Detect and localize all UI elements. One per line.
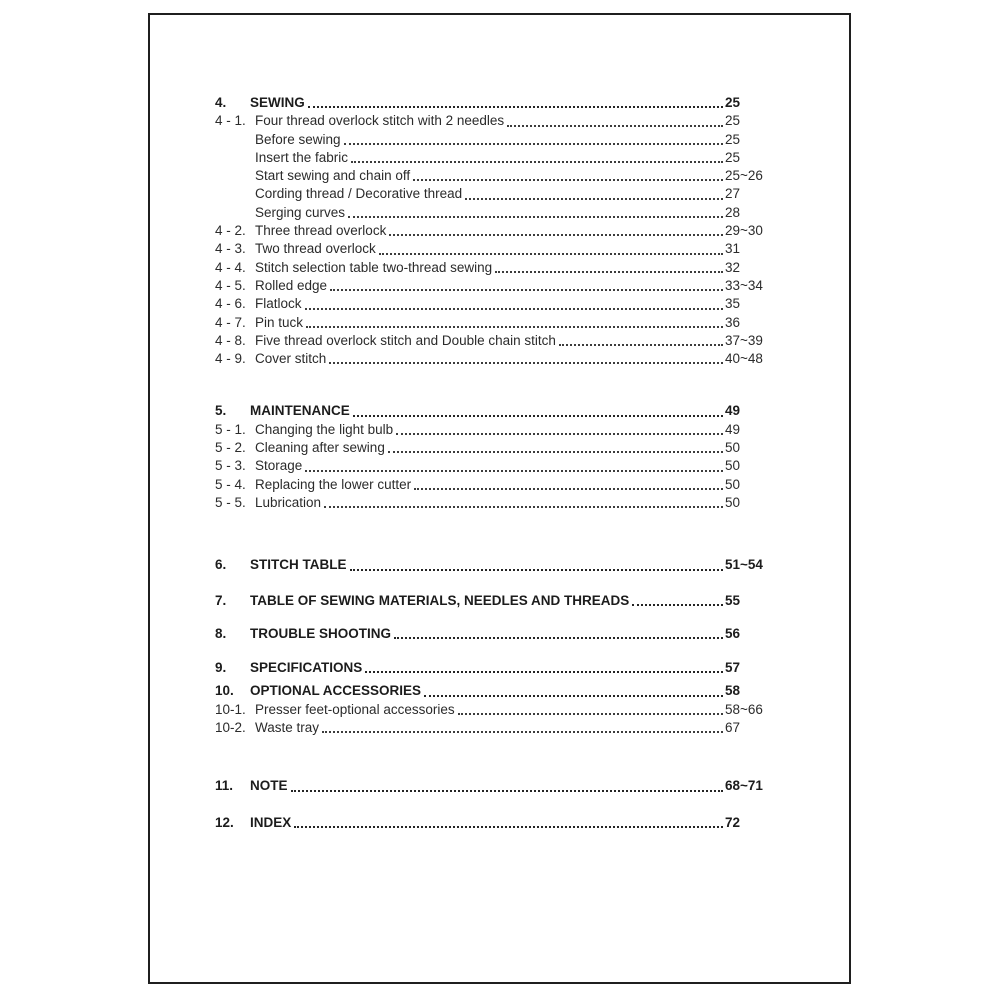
dot-leader bbox=[379, 253, 723, 255]
toc-entry-title: Cording thread / Decorative thread bbox=[255, 186, 463, 202]
dot-leader bbox=[458, 713, 723, 715]
toc-entry-number: 4 - 5. bbox=[215, 277, 246, 293]
toc-entry-title: Replacing the lower cutter bbox=[255, 476, 412, 492]
dot-leader bbox=[308, 106, 723, 108]
toc-section bbox=[215, 777, 779, 795]
toc-entry-page: 55 bbox=[725, 592, 741, 608]
toc-entry-number: 5 - 2. bbox=[215, 440, 246, 456]
toc-entry bbox=[215, 167, 779, 185]
toc-entry-page: 50 bbox=[725, 458, 741, 474]
toc-entry-title: INDEX bbox=[250, 814, 292, 830]
toc-section bbox=[215, 556, 779, 574]
dot-leader bbox=[305, 470, 723, 472]
toc-entry bbox=[215, 94, 779, 112]
dot-leader bbox=[559, 344, 723, 346]
dot-leader bbox=[424, 695, 723, 697]
toc-entry-title: SPECIFICATIONS bbox=[250, 660, 363, 676]
dot-leader bbox=[344, 143, 723, 145]
dot-leader bbox=[413, 179, 723, 181]
toc-entry-number: 5 - 3. bbox=[215, 458, 246, 474]
toc-entry bbox=[215, 682, 779, 700]
toc-entry-number: 5 - 4. bbox=[215, 476, 246, 492]
toc-entry bbox=[215, 402, 779, 420]
toc-entry-number: 4. bbox=[215, 95, 227, 110]
toc-entry bbox=[215, 131, 779, 149]
dot-leader bbox=[353, 415, 723, 417]
toc-entry-number: 4 - 4. bbox=[215, 259, 246, 275]
toc-entry-page: 37~39 bbox=[725, 332, 763, 348]
toc-entry bbox=[215, 314, 779, 332]
toc-entry-page: 58~66 bbox=[725, 701, 763, 717]
dot-leader bbox=[507, 125, 723, 127]
toc-entry-number: 4 - 9. bbox=[215, 351, 246, 367]
toc-entry-number: 10. bbox=[215, 683, 234, 699]
toc-entry bbox=[215, 185, 779, 203]
toc-entry bbox=[215, 112, 779, 130]
toc-entry-number: 4 - 8. bbox=[215, 332, 246, 348]
dot-leader bbox=[465, 198, 723, 200]
toc-entry-number: 11. bbox=[215, 778, 234, 794]
toc-entry-title: Presser feet-optional accessories bbox=[255, 701, 455, 717]
dot-leader bbox=[324, 506, 723, 508]
toc-entry-title: Stitch selection table two-thread sewing bbox=[255, 259, 493, 275]
toc-entry-title: Cover stitch bbox=[255, 351, 327, 367]
toc-entry-title: TROUBLE SHOOTING bbox=[250, 625, 391, 641]
toc-entry-number: 4 - 6. bbox=[215, 296, 246, 312]
toc-entry-page: 31 bbox=[725, 241, 741, 257]
table-of-contents bbox=[215, 94, 779, 832]
toc-entry-page: 36 bbox=[725, 314, 741, 330]
toc-entry-title: Four thread overlock stitch with 2 needles bbox=[255, 113, 505, 129]
toc-entry-title: Pin tuck bbox=[255, 314, 304, 330]
toc-entry-page: 25 bbox=[725, 113, 741, 129]
toc-entry-number: 10-2. bbox=[215, 720, 246, 736]
toc-entry-number: 8. bbox=[215, 625, 227, 641]
dot-leader bbox=[329, 362, 723, 364]
dot-leader bbox=[350, 569, 724, 571]
toc-entry-title: Changing the light bulb bbox=[255, 421, 394, 437]
toc-entry-page: 27 bbox=[725, 186, 741, 202]
toc-entry-title: Cleaning after sewing bbox=[255, 440, 385, 456]
toc-entry bbox=[215, 204, 779, 222]
toc-entry-number: 4 - 3. bbox=[215, 241, 246, 257]
toc-entry bbox=[215, 719, 779, 737]
toc-entry bbox=[215, 350, 779, 368]
toc-entry-title: Start sewing and chain off bbox=[255, 168, 411, 184]
dot-leader bbox=[351, 161, 723, 163]
toc-entry-title: MAINTENANCE bbox=[250, 403, 350, 419]
toc-entry bbox=[215, 814, 779, 832]
dot-leader bbox=[306, 326, 723, 328]
toc-section bbox=[215, 94, 779, 368]
toc-entry-number: 10-1. bbox=[215, 701, 246, 717]
toc-entry-page: 67 bbox=[725, 720, 741, 736]
dot-leader bbox=[414, 488, 723, 490]
toc-entry-page: 29~30 bbox=[725, 223, 763, 239]
toc-entry-page: 57 bbox=[725, 660, 741, 676]
toc-entry-number: 5. bbox=[215, 403, 227, 419]
dot-leader bbox=[322, 731, 723, 733]
toc-entry-page: 58 bbox=[725, 683, 741, 699]
toc-entry-page: 51~54 bbox=[725, 557, 763, 573]
toc-entry bbox=[215, 222, 779, 240]
dot-leader bbox=[389, 234, 723, 236]
toc-entry-page: 50 bbox=[725, 440, 741, 456]
toc-entry-title: Insert the fabric bbox=[255, 149, 349, 165]
toc-entry-page: 50 bbox=[725, 494, 741, 510]
toc-entry bbox=[215, 659, 779, 677]
toc-entry-title: Waste tray bbox=[255, 720, 320, 736]
toc-entry-page: 25 bbox=[725, 149, 741, 165]
toc-entry-title: SEWING bbox=[250, 95, 305, 110]
toc-entry-title: Rolled edge bbox=[255, 277, 328, 293]
toc-section bbox=[215, 814, 779, 832]
toc-entry-page: 56 bbox=[725, 625, 741, 641]
toc-entry bbox=[215, 457, 779, 475]
toc-entry bbox=[215, 777, 779, 795]
dot-leader bbox=[632, 604, 723, 606]
toc-entry bbox=[215, 556, 779, 574]
dot-leader bbox=[396, 433, 723, 435]
dot-leader bbox=[388, 451, 723, 453]
dot-leader bbox=[294, 826, 723, 828]
toc-entry-title: NOTE bbox=[250, 778, 288, 794]
toc-section bbox=[215, 659, 779, 677]
toc-entry-number: 6. bbox=[215, 557, 227, 573]
toc-entry-number: 4 - 1. bbox=[215, 113, 246, 129]
toc-entry bbox=[215, 295, 779, 313]
toc-entry-number: 5 - 5. bbox=[215, 494, 246, 510]
toc-entry bbox=[215, 421, 779, 439]
toc-entry-page: 25~26 bbox=[725, 168, 763, 184]
toc-entry-title: Three thread overlock bbox=[255, 223, 387, 239]
toc-entry bbox=[215, 259, 779, 277]
toc-entry-title: Before sewing bbox=[255, 131, 341, 147]
toc-entry-title: OPTIONAL ACCESSORIES bbox=[250, 683, 422, 699]
toc-entry-number: 5 - 1. bbox=[215, 421, 246, 437]
toc-entry bbox=[215, 149, 779, 167]
toc-entry-title: Lubrication bbox=[255, 494, 322, 510]
toc-section bbox=[215, 402, 779, 512]
dot-leader bbox=[394, 637, 723, 639]
toc-entry-number: 4 - 2. bbox=[215, 223, 246, 239]
toc-entry-page: 25 bbox=[725, 131, 741, 147]
toc-entry-page: 68~71 bbox=[725, 778, 763, 794]
toc-entry-title: Five thread overlock stitch and Double chain stitch bbox=[255, 332, 556, 348]
toc-entry bbox=[215, 332, 779, 350]
dot-leader bbox=[365, 671, 723, 673]
toc-entry-number: 4 - 7. bbox=[215, 314, 246, 330]
toc-entry bbox=[215, 494, 779, 512]
toc-entry-page: 72 bbox=[725, 814, 741, 830]
toc-entry-page: 49 bbox=[725, 403, 741, 419]
toc-entry-title: STITCH TABLE bbox=[250, 557, 347, 573]
page-frame bbox=[148, 13, 851, 984]
toc-entry bbox=[215, 701, 779, 719]
toc-section bbox=[215, 625, 779, 643]
toc-entry bbox=[215, 240, 779, 258]
toc-entry-title: Two thread overlock bbox=[255, 241, 376, 257]
toc-entry bbox=[215, 476, 779, 494]
toc-entry-title: Serging curves bbox=[255, 204, 346, 220]
toc-entry-page: 25 bbox=[725, 95, 741, 110]
dot-leader bbox=[495, 271, 723, 273]
toc-section bbox=[215, 592, 779, 610]
dot-leader bbox=[330, 289, 723, 291]
toc-entry-title: Flatlock bbox=[255, 296, 302, 312]
dot-leader bbox=[305, 308, 723, 310]
toc-entry bbox=[215, 592, 779, 610]
toc-entry bbox=[215, 277, 779, 295]
dot-leader bbox=[291, 790, 723, 792]
toc-entry-title: TABLE OF SEWING MATERIALS, NEEDLES AND THREADS bbox=[250, 592, 630, 608]
toc-entry-page: 49 bbox=[725, 421, 741, 437]
toc-entry-number: 7. bbox=[215, 592, 227, 608]
toc-entry-title: Storage bbox=[255, 458, 303, 474]
toc-entry bbox=[215, 439, 779, 457]
toc-entry-page: 28 bbox=[725, 204, 741, 220]
toc-entry-page: 50 bbox=[725, 476, 741, 492]
toc-entry-number: 12. bbox=[215, 814, 234, 830]
toc-entry bbox=[215, 625, 779, 643]
toc-section bbox=[215, 682, 779, 737]
toc-entry-page: 40~48 bbox=[725, 351, 763, 367]
toc-entry-page: 35 bbox=[725, 296, 741, 312]
toc-entry-number: 9. bbox=[215, 660, 227, 676]
toc-entry-page: 32 bbox=[725, 259, 741, 275]
toc-entry-page: 33~34 bbox=[725, 277, 763, 293]
dot-leader bbox=[348, 216, 723, 218]
